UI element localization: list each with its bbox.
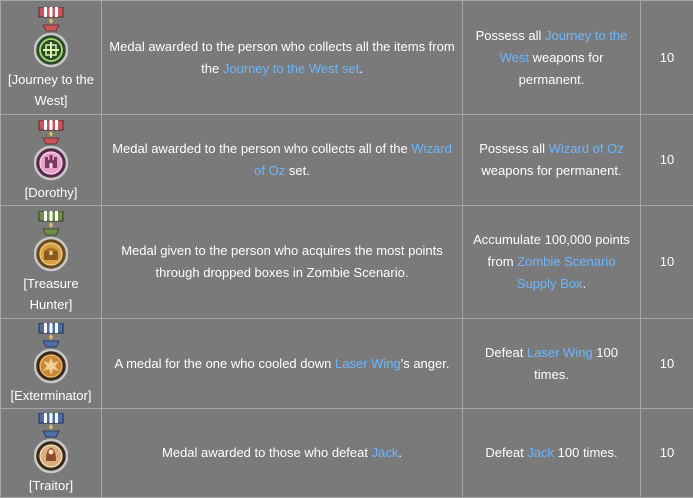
medal-name-continued: Hunter] bbox=[1, 294, 101, 315]
medal-requirement: Accumulate 100,000 points from Zombie Scenario Supply Box. bbox=[463, 206, 641, 319]
medal-points: 10 bbox=[641, 1, 693, 115]
zombie-scenario-supply-box-link[interactable]: Zombie Scenario Supply Box bbox=[517, 254, 616, 291]
dorothy-medal-icon bbox=[34, 120, 68, 182]
medal-requirement: Defeat Jack 100 times. bbox=[463, 409, 641, 498]
medal-description: Medal awarded to the person who collects all the items from the Journey to the West set. bbox=[102, 1, 463, 115]
medal-requirement: Defeat Laser Wing 100 times. bbox=[463, 319, 641, 409]
exterminator-medal-icon bbox=[34, 323, 68, 385]
medal-description: Medal given to the person who acquires the most points through dropped boxes in Zombie Scenario. bbox=[102, 206, 463, 319]
medal-cell bbox=[1, 409, 102, 498]
medal-description: A medal for the one who cooled down Laser Wing's anger. bbox=[102, 319, 463, 409]
journey-to-the-west-link[interactable]: Journey to the West bbox=[500, 28, 628, 65]
laser-wing-link[interactable]: Laser Wing bbox=[335, 356, 401, 371]
table-row bbox=[1, 1, 693, 115]
medal-name-continued: West] bbox=[1, 90, 101, 111]
medal-name: [Exterminator] bbox=[1, 385, 101, 406]
journey-to-the-west-medal-icon bbox=[34, 7, 68, 69]
table-row bbox=[1, 115, 693, 206]
medal-cell bbox=[1, 1, 102, 115]
jack-link[interactable]: Jack bbox=[527, 445, 554, 460]
wizard-of-oz-link[interactable]: Wizard of Oz bbox=[549, 141, 624, 156]
medal-description: Medal awarded to those who defeat Jack. bbox=[102, 409, 463, 498]
jack-link[interactable]: Jack bbox=[372, 445, 399, 460]
medal-requirement: Possess all Wizard of Oz weapons for permanent. bbox=[463, 115, 641, 206]
medal-points: 10 bbox=[641, 206, 693, 319]
medal-cell bbox=[1, 115, 102, 206]
medal-cell bbox=[1, 206, 102, 319]
medal-points: 10 bbox=[641, 115, 693, 206]
medal-description: Medal awarded to the person who collects all of the Wizard of Oz set. bbox=[102, 115, 463, 206]
laser-wing-link[interactable]: Laser Wing bbox=[527, 345, 593, 360]
medal-name: [Dorothy] bbox=[1, 182, 101, 203]
medal-points: 10 bbox=[641, 409, 693, 498]
journey-to-the-west-set-link[interactable]: Journey to the West set bbox=[223, 61, 359, 76]
table-row bbox=[1, 206, 693, 319]
medal-name: [Treasure bbox=[1, 273, 101, 294]
table-row bbox=[1, 319, 693, 409]
medal-requirement: Possess all Journey to the West weapons for permanent. bbox=[463, 1, 641, 115]
medal-name: [Traitor] bbox=[1, 475, 101, 496]
table-row bbox=[1, 409, 693, 498]
treasure-hunter-medal-icon bbox=[34, 211, 68, 273]
traitor-medal-icon bbox=[34, 413, 68, 475]
medal-name: [Journey to the bbox=[1, 69, 101, 90]
medal-points: 10 bbox=[641, 319, 693, 409]
wizard-of-oz-link[interactable]: Wizard of Oz bbox=[254, 141, 452, 178]
medal-cell bbox=[1, 319, 102, 409]
